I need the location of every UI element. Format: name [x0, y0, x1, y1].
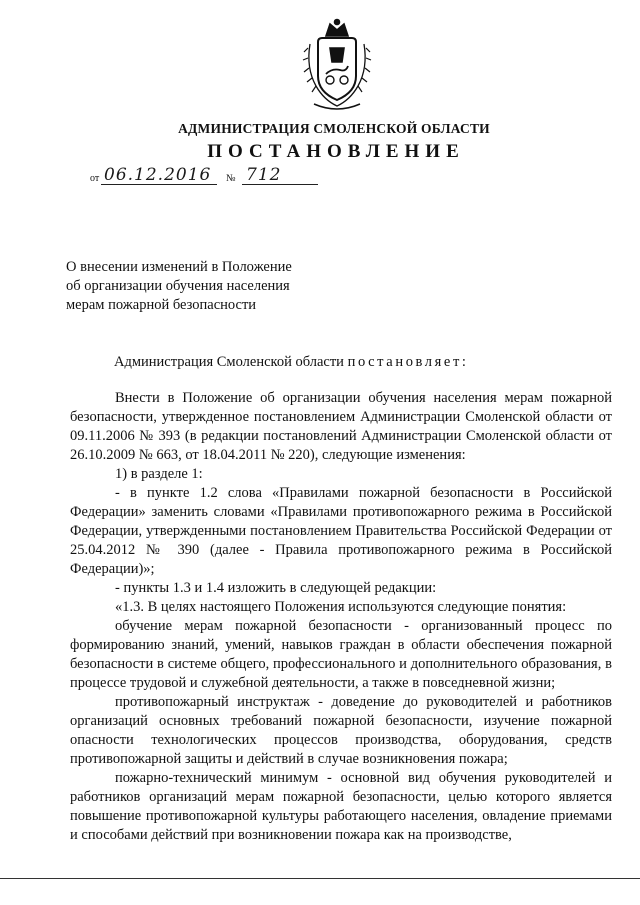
page-bottom-rule [0, 878, 640, 879]
handwritten-date: 06.12.2016 [104, 165, 212, 185]
body-paragraph: обучение мерам пожарной безопасности - организованный процесс по формированию знаний, умений, навыков граждан в области обеспечения пожарной безопасности в системе общего, профессионального и дополнительного образования, в процессе трудовой и служебной деятельности, а также в повседневной жизни; [70, 618, 612, 691]
body-paragraph: «1.3. В целях настоящего Положения используются следующие понятия: [115, 599, 567, 615]
subject-line: об организации обучения населения [66, 278, 290, 294]
preamble [114, 353, 469, 372]
body-paragraph: пожарно-технический минимум - основной вид обучения руководителей и работников организаций мерам пожарной безопасности, целью которого является повышение противопожарной культуры работающего населения, овладение приемами и способами действий при возникновении пожара как на производстве, [70, 770, 612, 843]
document-type-title: ПОСТАНОВЛЕНИЕ [207, 141, 465, 162]
handwritten-number: 712 [246, 165, 282, 185]
body-paragraph: - пункты 1.3 и 1.4 изложить в следующей редакции: [115, 580, 437, 596]
document-body [70, 389, 612, 845]
subject-line: О внесении изменений в Положение [66, 259, 292, 275]
subject-line: мерам пожарной безопасности [66, 297, 257, 313]
preamble-subject: Администрация Смоленской области [114, 354, 344, 370]
date-label: от [90, 173, 100, 184]
body-paragraph: Внести в Положение об организации обучения населения мерам пожарной безопасности, утвержденное постановлением Администрации Смоленской области от 09.11.2006 № 393 (в редакции постановлений Администрации Смоленской области от 26.10.2009 № 663, от 18.04.2011 № 220), следующие изменения: [70, 390, 612, 463]
document-subject [66, 258, 326, 315]
body-paragraph: противопожарный инструктаж - доведение до руководителей и работников организаций основных требований пожарной безопасности, изучение пожарной опасности технологических процессов производства, оборудования, средств противопожарной защиты и действий в случае возникновения пожара; [70, 694, 612, 767]
body-paragraph: 1) в разделе 1: [115, 466, 203, 482]
date-number-line [90, 165, 320, 188]
coat-of-arms-emblem [300, 18, 374, 114]
body-paragraph: - в пункте 1.2 слова «Правилами пожарной безопасности в Российской Федерации» заменить словами «Правилами противопожарного режима в Российской Федерации, утвержденными постановлением Правительства Российской Федерации от 25.04.2012 № 390 (далее - Правила противопожарного режима в Российской Федерации)»; [70, 485, 612, 577]
preamble-verb: постановляет: [347, 354, 469, 370]
number-label: № [226, 173, 236, 184]
organization-name: АДМИНИСТРАЦИЯ СМОЛЕНСКОЙ ОБЛАСТИ [178, 121, 490, 136]
